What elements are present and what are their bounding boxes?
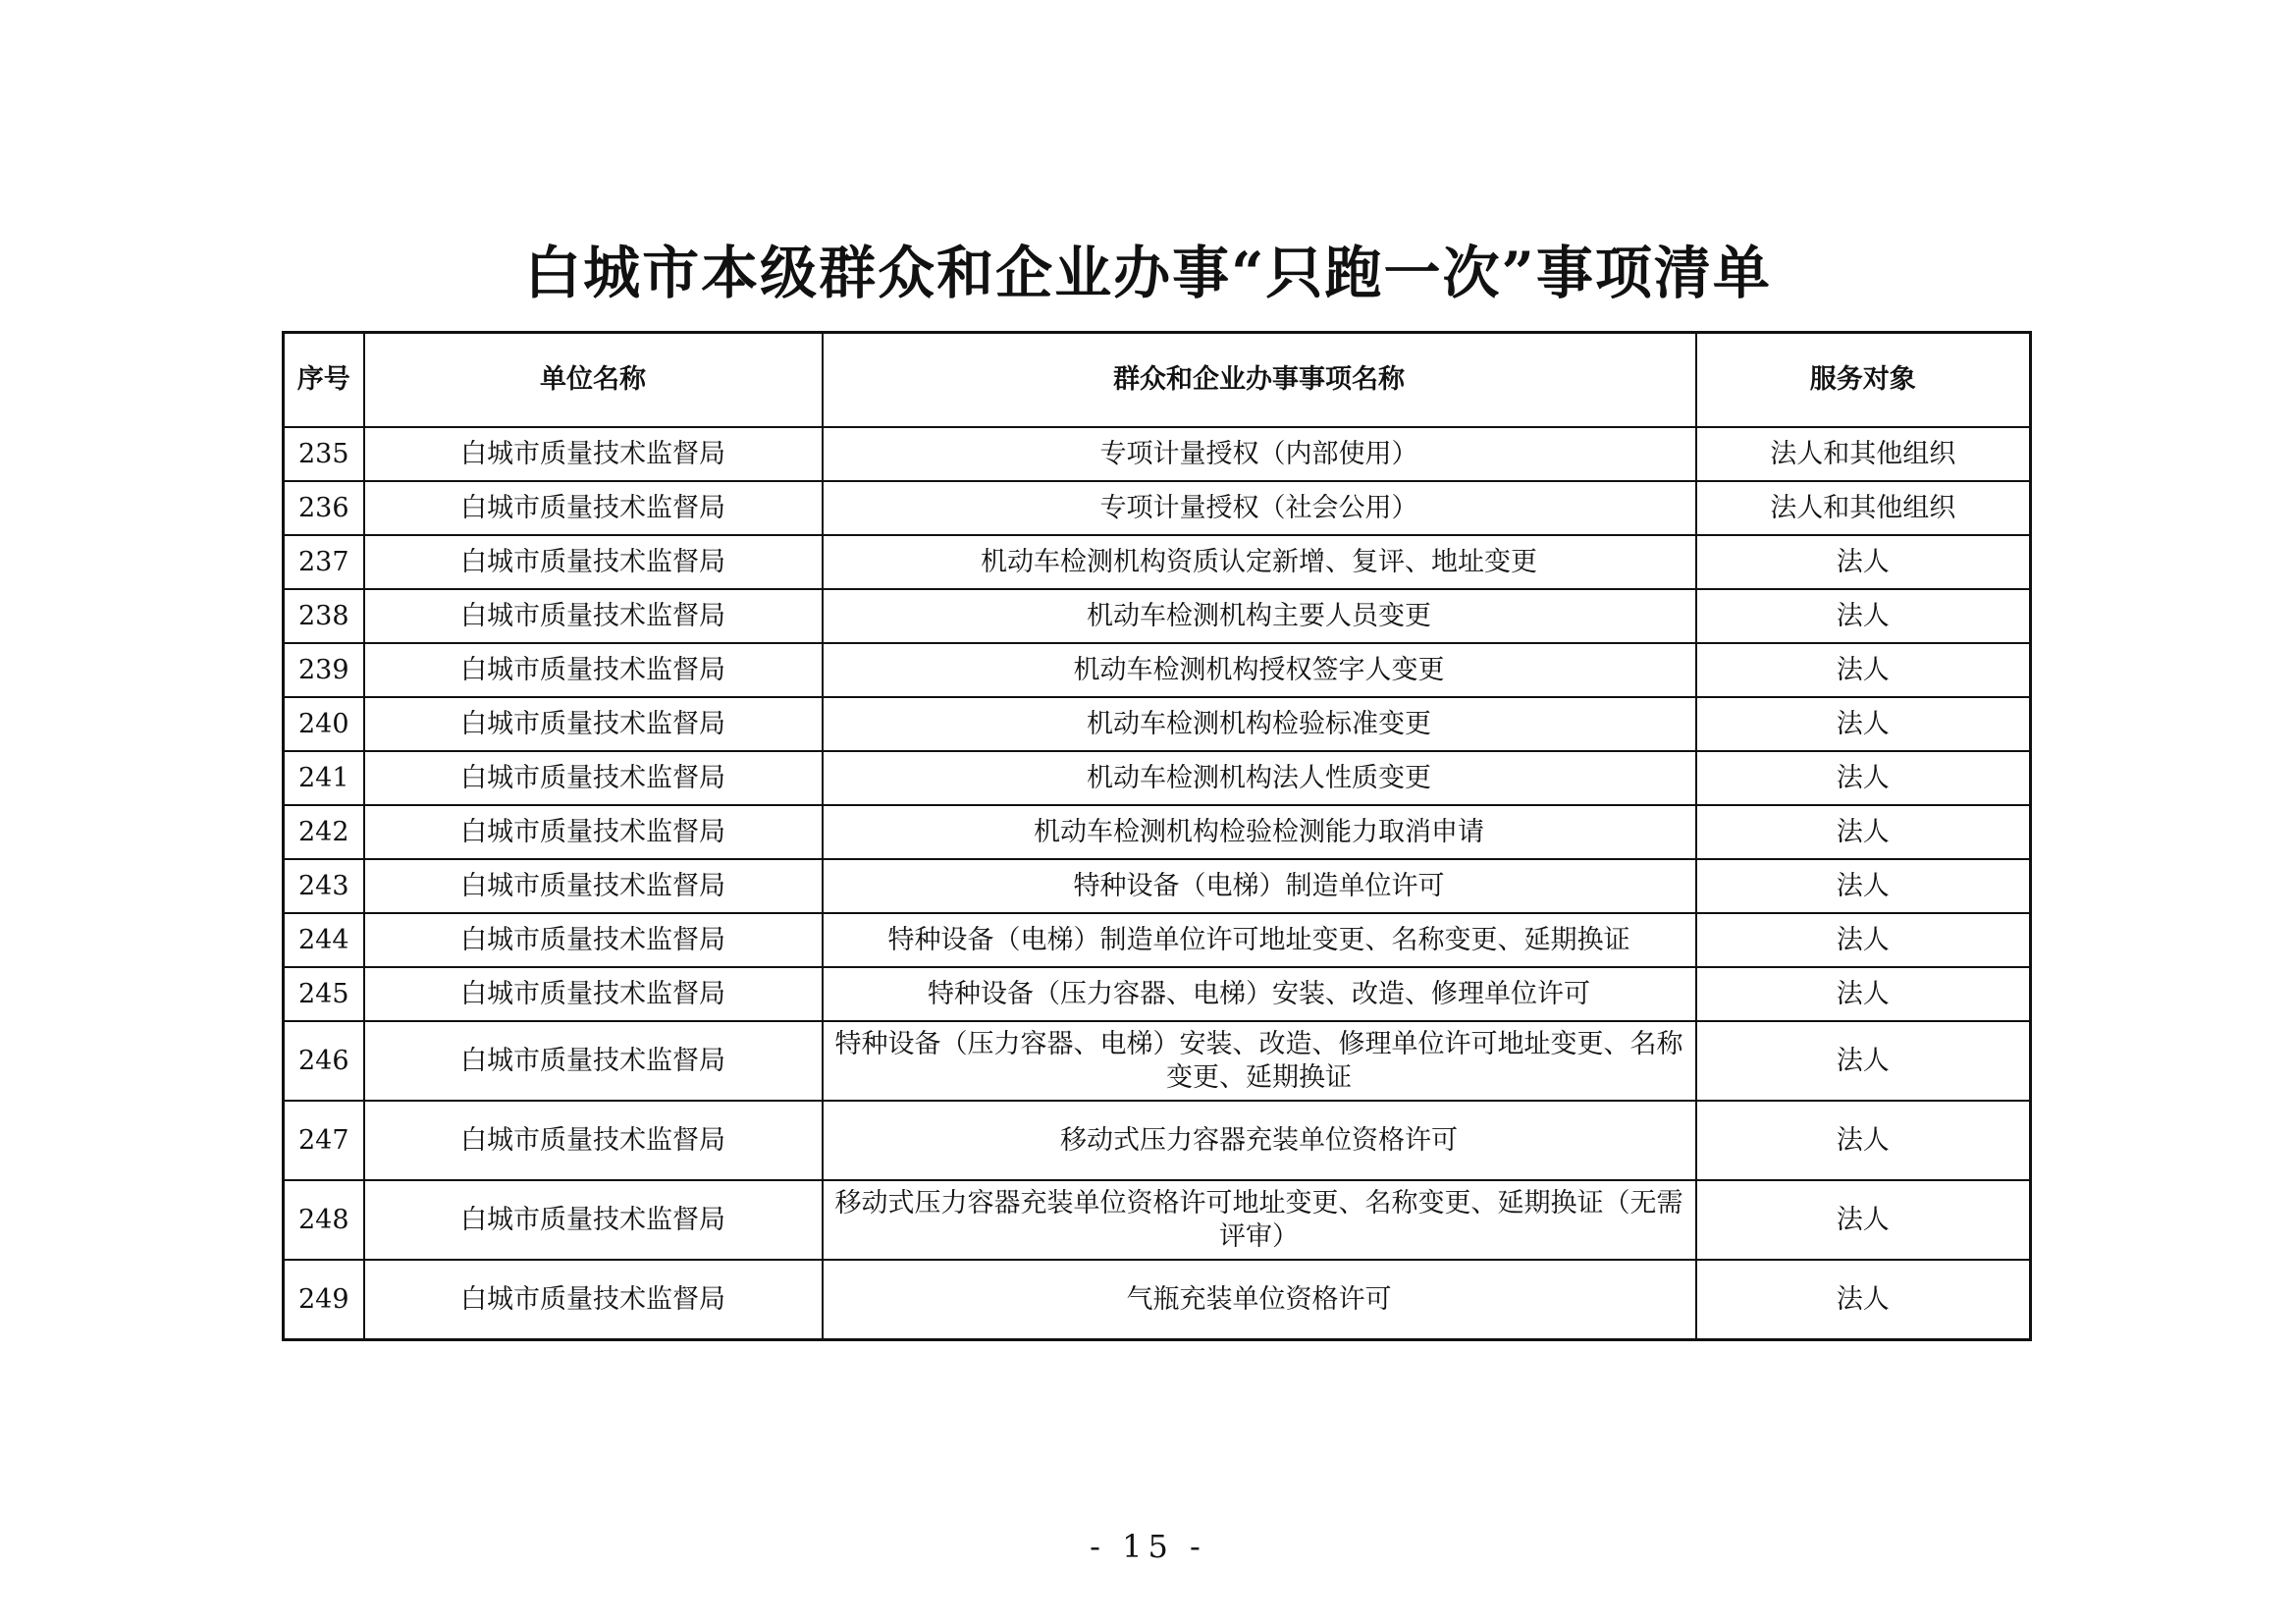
table-row (284, 697, 2031, 751)
table-row (284, 1101, 2031, 1180)
row-service-target: 法人 (1696, 859, 2031, 913)
row-unit-name: 白城市质量技术监督局 (364, 1260, 823, 1340)
row-service-target: 法人 (1696, 1101, 2031, 1180)
row-service-target: 法人和其他组织 (1696, 427, 2031, 481)
row-unit-name: 白城市质量技术监督局 (364, 697, 823, 751)
row-index: 243 (284, 859, 364, 913)
table-row (284, 1021, 2031, 1101)
row-item-name: 机动车检测机构检验检测能力取消申请 (823, 805, 1696, 859)
row-item-name: 机动车检测机构法人性质变更 (823, 751, 1696, 805)
row-service-target: 法人和其他组织 (1696, 481, 2031, 535)
row-service-target: 法人 (1696, 535, 2031, 589)
row-item-name: 气瓶充装单位资格许可 (823, 1260, 1696, 1340)
header-unit-name: 单位名称 (364, 333, 823, 428)
row-index: 242 (284, 805, 364, 859)
row-index: 236 (284, 481, 364, 535)
table-header-row (284, 333, 2031, 428)
table-row (284, 427, 2031, 481)
row-item-name: 专项计量授权（社会公用） (823, 481, 1696, 535)
row-index: 235 (284, 427, 364, 481)
table-row (284, 589, 2031, 643)
page-number: - 15 - (1090, 1528, 1206, 1565)
row-index: 241 (284, 751, 364, 805)
row-unit-name: 白城市质量技术监督局 (364, 967, 823, 1021)
row-service-target: 法人 (1696, 1260, 2031, 1340)
row-unit-name: 白城市质量技术监督局 (364, 751, 823, 805)
row-service-target: 法人 (1696, 589, 2031, 643)
header-item-name: 群众和企业办事事项名称 (823, 333, 1696, 428)
row-service-target: 法人 (1696, 751, 2031, 805)
row-item-name: 特种设备（电梯）制造单位许可地址变更、名称变更、延期换证 (823, 913, 1696, 967)
row-service-target: 法人 (1696, 913, 2031, 967)
row-index: 247 (284, 1101, 364, 1180)
row-unit-name: 白城市质量技术监督局 (364, 643, 823, 697)
row-item-name: 机动车检测机构授权签字人变更 (823, 643, 1696, 697)
table-row (284, 967, 2031, 1021)
row-unit-name: 白城市质量技术监督局 (364, 805, 823, 859)
row-index: 248 (284, 1180, 364, 1260)
row-item-name: 机动车检测机构主要人员变更 (823, 589, 1696, 643)
row-item-name: 机动车检测机构资质认定新增、复评、地址变更 (823, 535, 1696, 589)
table-row (284, 859, 2031, 913)
row-unit-name: 白城市质量技术监督局 (364, 1021, 823, 1101)
row-unit-name: 白城市质量技术监督局 (364, 1180, 823, 1260)
row-unit-name: 白城市质量技术监督局 (364, 481, 823, 535)
row-service-target: 法人 (1696, 643, 2031, 697)
row-index: 240 (284, 697, 364, 751)
table-row (284, 643, 2031, 697)
row-service-target: 法人 (1696, 697, 2031, 751)
row-index: 246 (284, 1021, 364, 1101)
row-unit-name: 白城市质量技术监督局 (364, 913, 823, 967)
row-index: 238 (284, 589, 364, 643)
row-index: 249 (284, 1260, 364, 1340)
row-unit-name: 白城市质量技术监督局 (364, 535, 823, 589)
row-unit-name: 白城市质量技术监督局 (364, 589, 823, 643)
row-item-name: 专项计量授权（内部使用） (823, 427, 1696, 481)
row-item-name: 特种设备（电梯）制造单位许可 (823, 859, 1696, 913)
row-service-target: 法人 (1696, 967, 2031, 1021)
row-unit-name: 白城市质量技术监督局 (364, 1101, 823, 1180)
table-row (284, 481, 2031, 535)
row-index: 245 (284, 967, 364, 1021)
header-index: 序号 (284, 333, 364, 428)
row-index: 237 (284, 535, 364, 589)
row-service-target: 法人 (1696, 805, 2031, 859)
items-table (282, 331, 2032, 1341)
table-row (284, 1180, 2031, 1260)
row-unit-name: 白城市质量技术监督局 (364, 859, 823, 913)
table-row (284, 1260, 2031, 1340)
table-row (284, 913, 2031, 967)
table-row (284, 751, 2031, 805)
table-row (284, 535, 2031, 589)
document-title: 白城市本级群众和企业办事“只跑一次”事项清单 (524, 240, 1772, 306)
table-row (284, 805, 2031, 859)
row-item-name: 移动式压力容器充装单位资格许可地址变更、名称变更、延期换证（无需评审） (823, 1180, 1696, 1260)
row-item-name: 特种设备（压力容器、电梯）安装、改造、修理单位许可地址变更、名称变更、延期换证 (823, 1021, 1696, 1101)
row-item-name: 机动车检测机构检验标准变更 (823, 697, 1696, 751)
header-service-target: 服务对象 (1696, 333, 2031, 428)
row-item-name: 特种设备（压力容器、电梯）安装、改造、修理单位许可 (823, 967, 1696, 1021)
row-index: 239 (284, 643, 364, 697)
row-index: 244 (284, 913, 364, 967)
row-unit-name: 白城市质量技术监督局 (364, 427, 823, 481)
row-service-target: 法人 (1696, 1021, 2031, 1101)
row-item-name: 移动式压力容器充装单位资格许可 (823, 1101, 1696, 1180)
row-service-target: 法人 (1696, 1180, 2031, 1260)
